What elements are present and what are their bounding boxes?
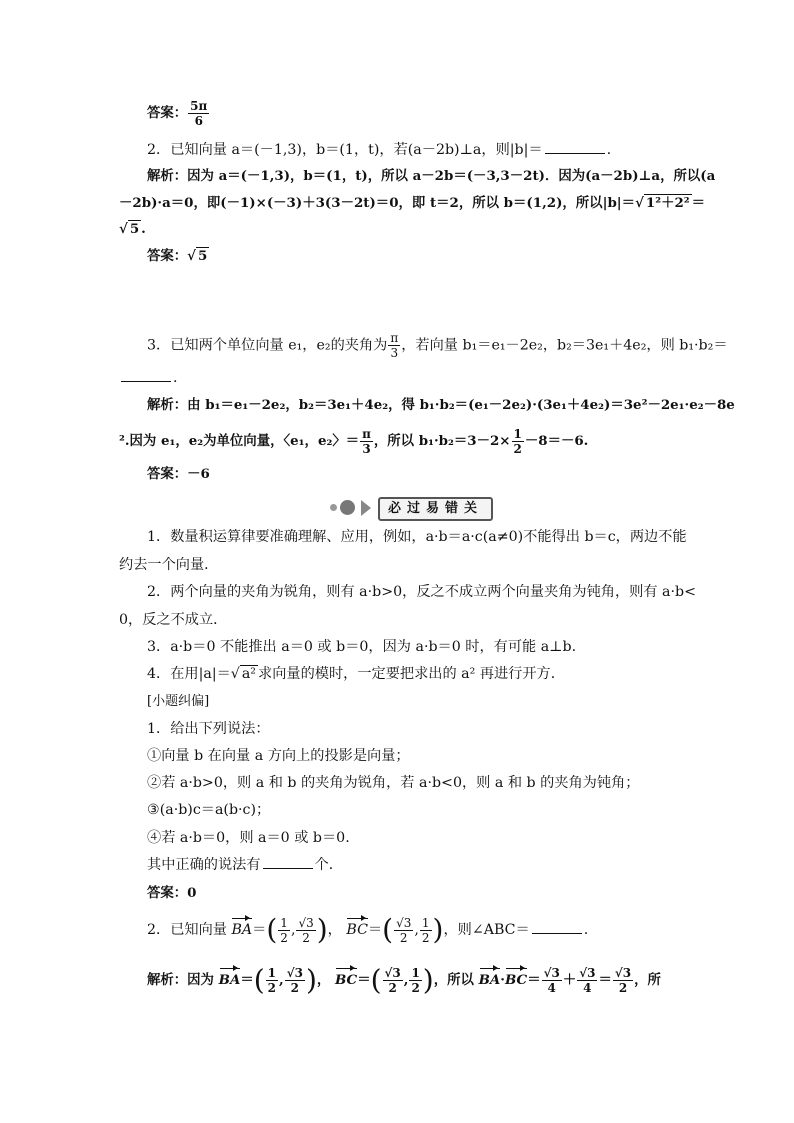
answer-1 <box>147 100 210 127</box>
answer-blank <box>545 153 605 154</box>
statement-1: ①向量 b 在向量 a 方向上的投影是向量； <box>147 748 410 764</box>
fraction: $\frac{√3}{4}$ <box>543 966 560 995</box>
answer-3: 答案：－6 <box>147 466 210 482</box>
question-3: 3．已知两个单位向量 e₁，e₂的夹角为 $\frac{\pi}{3}$ ，若向量 b₁＝e₁－2e₂，b₂＝3e₁＋4e₂，则 b₁·b₂＝ <box>147 331 728 360</box>
vector-BC: BC <box>346 915 368 939</box>
problem-1-answer: 答案：0 <box>147 885 197 901</box>
fraction: $\frac{1}{2}$ <box>280 915 288 945</box>
error-note-4: 4．在用|a|＝√ a² 求向量的模时，一定要把求出的 a² 再进行开方． <box>147 666 565 682</box>
fraction: $\frac{√3}{2}$ <box>384 966 401 995</box>
vector-BA: BA <box>231 915 252 939</box>
fraction: $\frac{√3}{2}$ <box>286 966 303 995</box>
answer-2: 答案：√ 5 <box>147 248 208 264</box>
fraction: $\frac{1}{2}$ <box>513 427 522 456</box>
fraction: $\frac{√3}{2}$ <box>396 915 412 945</box>
arrow-right-icon <box>361 500 371 516</box>
circle-icon <box>340 500 355 515</box>
statement-3: ③(a·b)c＝a(b·c)； <box>147 802 271 818</box>
question-3-blank: . <box>119 369 178 387</box>
fraction: $\frac{1}{2}$ <box>421 915 430 945</box>
section-banner <box>330 496 505 520</box>
answer-blank <box>121 381 171 382</box>
solution-2-line-1: 解析：因为 a＝(－1,3)，b＝(1，t)，所以 a－2b＝(－3,3－2t)．因为(a－2b)⊥a，所以(a <box>147 168 716 184</box>
error-note-1-line-2: 约去一个向量． <box>119 557 219 573</box>
answer-label: 答案： <box>147 105 188 121</box>
solution-2-line-2: －2b)·a＝0，即(－1)×(－3)＋3(3－2t)＝0，即 t＝2，所以 b＝(1,2)，所以|b|＝√ 1²＋2² ＝ <box>119 195 706 211</box>
solution-3-line-1: 解析：由 b₁＝e₁－2e₂，b₂＝3e₁＋4e₂，得 b₁·b₂＝(e₁－2e₂)·(3e₁＋4e₂)＝3e²－2e₁·e₂－8e <box>147 397 735 413</box>
vector-BA: BA <box>479 965 501 989</box>
problem-2-solution: 解析：因为 BA＝( $\frac{1}{2}$ , $\frac{√3}{2}$ )， BC＝( $\frac{√3}{2}$ , $\frac{1}{2}$ )，所以 BA·BC＝ $\frac{√3}{4}$ ＋ $\frac{√3}{4}$ ＝ $\frac{√3}{2}$ ，所 <box>147 963 661 997</box>
fraction: $\frac{\pi}{3}$ <box>362 427 371 456</box>
answer-blank <box>532 933 582 934</box>
sqrt: √ 5 <box>187 248 208 264</box>
fraction: $\frac{√3}{2}$ <box>614 966 632 995</box>
solution-3-line-2: ².因为 e₁，e₂为单位向量，〈e₁，e₂〉＝ $\frac{\pi}{3}$ ，所以 b₁·b₂＝3－2× $\frac{1}{2}$ －8＝－6. <box>119 427 589 456</box>
solution-2-line-3: √ 5 . <box>119 221 146 237</box>
banner-title: 必过易错关 <box>378 497 493 521</box>
error-note-1-line-1: 1．数量积运算律要准确理解、应用，例如，a·b＝a·c(a≠0)不能得出 b＝c，两边不能 <box>147 529 687 545</box>
fraction: $\frac{5\pi}{6}$ <box>190 99 208 128</box>
error-note-2-line-2: 0，反之不成立． <box>119 612 228 628</box>
answer-blank <box>263 868 313 869</box>
vector-BC: BC <box>335 965 357 989</box>
fraction: $\frac{1}{2}$ <box>267 966 277 995</box>
sqrt: √ a² <box>230 666 256 682</box>
problem-2: 2．已知向量 BA＝( $\frac{1}{2}$ , $\frac{√3}{2}$ )， BC＝( $\frac{√3}{2}$ , $\frac{1}{2}$ )，则∠ABC＝ . <box>147 913 589 946</box>
dot-icon <box>330 504 337 511</box>
section-tag: [小题纠偏] <box>147 694 210 709</box>
problem-1-question: 其中正确的说法有 个． <box>147 857 343 873</box>
vector-BA: BA <box>219 965 241 989</box>
fraction: $\frac{√3}{2}$ <box>298 915 314 945</box>
statement-2: ②若 a·b>0，则 a 和 b 的夹角为锐角，若 a·b<0，则 a 和 b 的夹角为钝角； <box>147 775 640 791</box>
statement-4: ④若 a·b＝0，则 a＝0 或 b＝0. <box>147 830 350 846</box>
problem-1-title: 1．给出下列说法： <box>147 721 270 737</box>
error-note-2-line-1: 2．两个向量的夹角为锐角，则有 a·b>0，反之不成立两个向量夹角为钝角，则有 a·b< <box>147 584 696 600</box>
error-note-3: 3．a·b＝0 不能推出 a＝0 或 b＝0，因为 a·b＝0 时，有可能 a⊥b. <box>147 639 577 655</box>
vector-BC: BC <box>505 965 527 989</box>
sqrt: √ 1²＋2² <box>635 195 690 211</box>
question-2: 2．已知向量 a＝(－1,3)，b＝(1，t)，若(a－2b)⊥a，则|b|＝ . <box>147 142 612 158</box>
fraction: $\frac{√3}{4}$ <box>579 966 596 995</box>
sqrt: √ 5 <box>119 221 140 237</box>
fraction: $\frac{\pi}{3}$ <box>390 331 399 360</box>
fraction: $\frac{1}{2}$ <box>411 966 420 995</box>
